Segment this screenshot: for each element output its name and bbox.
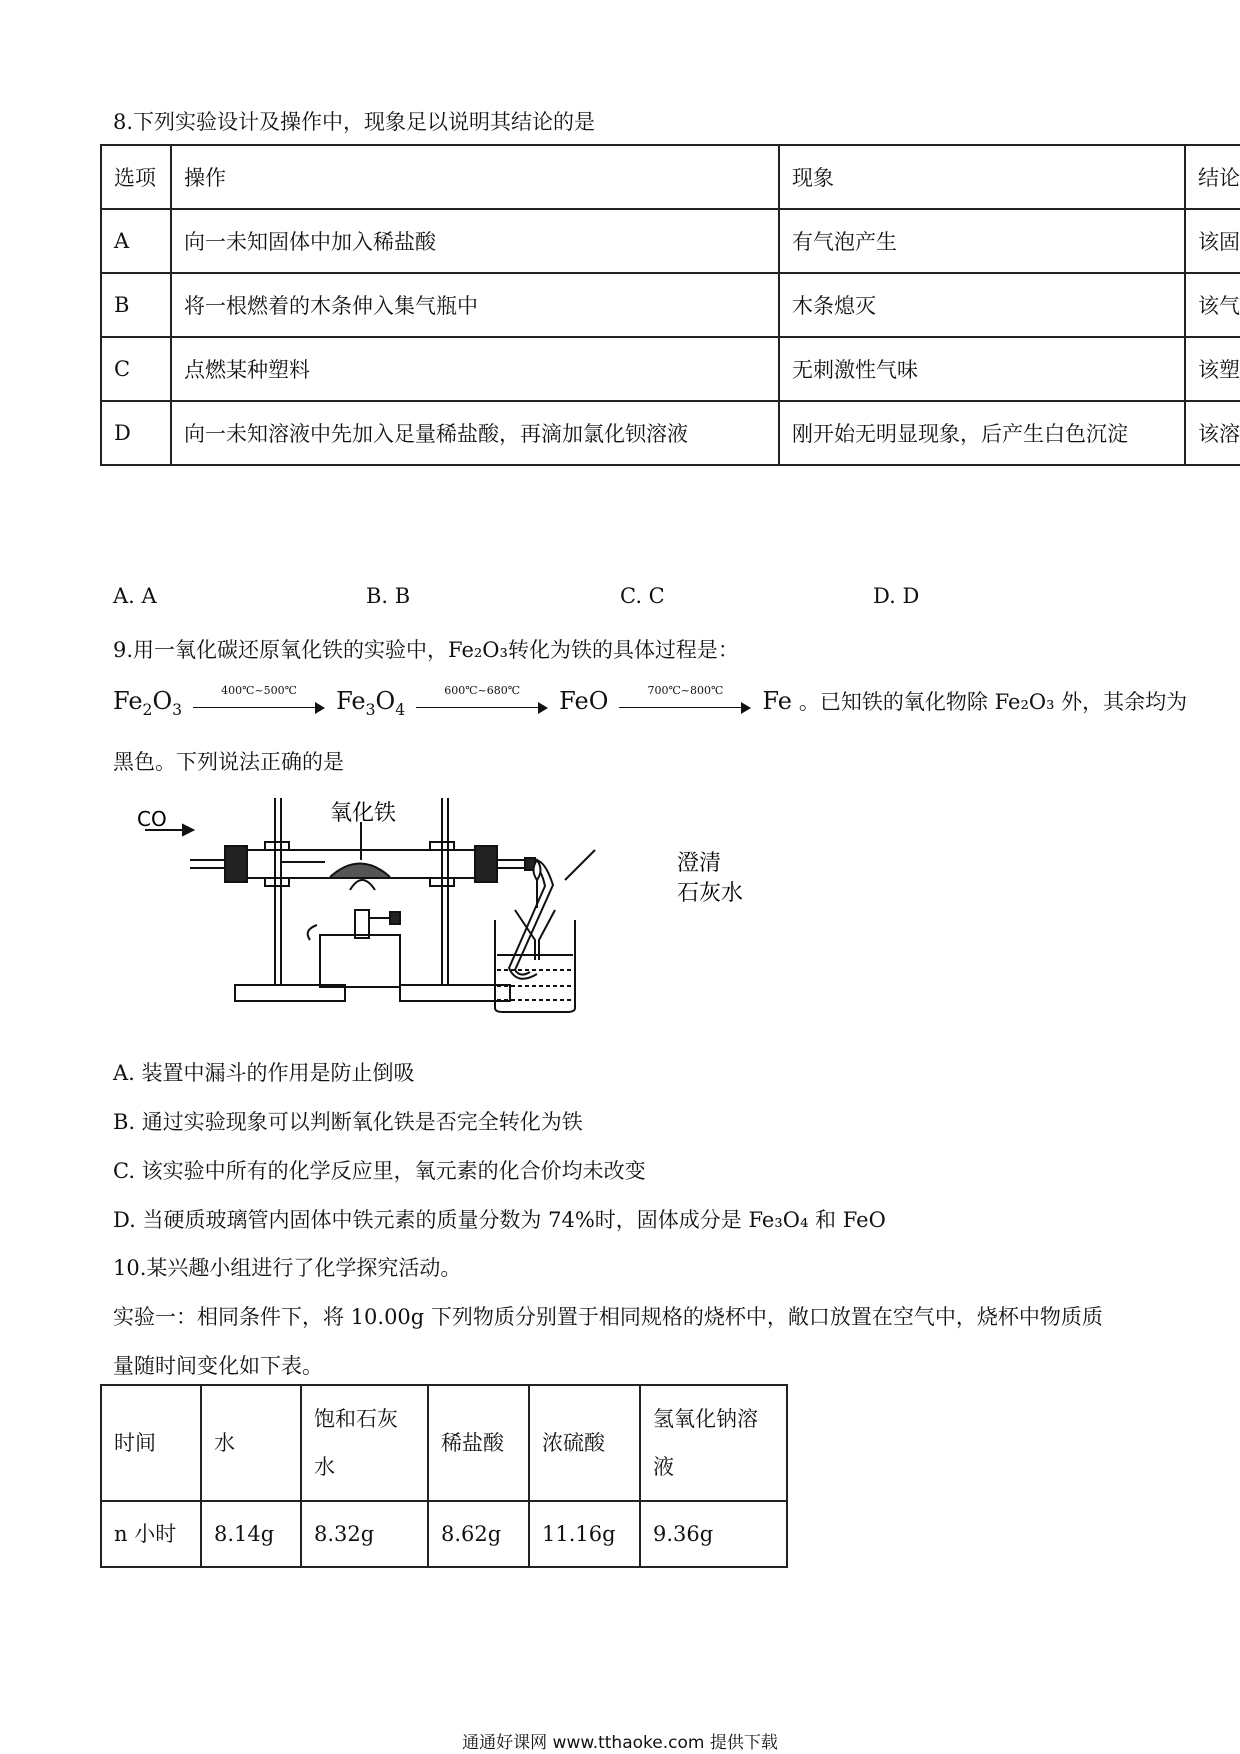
data-cell: n 小时 — [101, 1501, 201, 1567]
apparatus-diagram — [125, 790, 765, 1030]
species-feo: FeO — [559, 687, 609, 715]
label-co: CO — [137, 807, 167, 831]
label-limewater-2: 石灰水 — [677, 881, 744, 906]
q9-option-d: D. 当硬质玻璃管内固体中铁元素的质量分数为 74%时，固体成分是 Fe₃O₄ 和 FeO — [113, 1208, 886, 1232]
header-cell: 水 — [201, 1385, 301, 1501]
temperature-condition: 600℃~680℃ — [444, 684, 521, 697]
phenomenon-cell: 刚开始无明显现象，后产生白色沉淀 — [779, 401, 1185, 465]
q10-table — [100, 1384, 788, 1568]
option-cell: D — [101, 401, 171, 465]
data-cell: 11.16g — [529, 1501, 640, 1567]
header-cell: 饱和石灰水 — [301, 1385, 428, 1501]
table-header-row — [101, 145, 1240, 209]
data-cell: 8.14g — [201, 1501, 301, 1567]
table-row — [101, 401, 1240, 465]
operation-cell: 将一根燃着的木条伸入集气瓶中 — [171, 273, 779, 337]
species-fe3o4: $Fe_3O_4$ — [336, 687, 406, 719]
q10-paragraph-2: 量随时间变化如下表。 — [113, 1354, 323, 1378]
header-cell: 稀盐酸 — [428, 1385, 529, 1501]
operation-cell: 向一未知溶液中先加入足量稀盐酸，再滴加氯化钡溶液 — [171, 401, 779, 465]
q9-option-a: A. 装置中漏斗的作用是防止倒吸 — [113, 1061, 415, 1085]
label-limewater-1: 澄清 — [677, 851, 722, 876]
data-cell: 8.32g — [301, 1501, 428, 1567]
conclusion-cell: 该固 — [1185, 209, 1240, 273]
header-cell: 结论 — [1185, 145, 1240, 209]
q8-choice-c: C. C — [620, 584, 665, 608]
q8-stem: 8.下列实验设计及操作中，现象足以说明其结论的是 — [113, 110, 596, 134]
q9-stem-continuation: 。已知铁的氧化物除 Fe₂O₃ 外，其余均为 — [798, 690, 1188, 714]
conclusion-cell: 该溶 — [1185, 401, 1240, 465]
conclusion-cell: 该塑 — [1185, 337, 1240, 401]
q9-stem: 9.用一氧化碳还原氧化铁的实验中，Fe₂O₃转化为铁的具体过程是： — [113, 638, 739, 662]
operation-cell: 点燃某种塑料 — [171, 337, 779, 401]
table-row — [101, 209, 1240, 273]
header-cell: 氢氧化钠溶液 — [640, 1385, 787, 1501]
q8-table — [100, 144, 1240, 466]
reaction-arrow — [416, 684, 548, 718]
option-cell: A — [101, 209, 171, 273]
temperature-condition: 700℃~800℃ — [647, 684, 724, 697]
phenomenon-cell: 有气泡产生 — [779, 209, 1185, 273]
q10-stem: 10.某兴趣小组进行了化学探究活动。 — [113, 1256, 462, 1280]
phenomenon-cell: 木条熄灭 — [779, 273, 1185, 337]
operation-cell: 向一未知固体中加入稀盐酸 — [171, 209, 779, 273]
species-fe2o3: $Fe_2O_3$ — [113, 687, 183, 719]
q8-choice-a: A. A — [113, 584, 157, 608]
reaction-arrow — [619, 684, 751, 718]
option-cell: C — [101, 337, 171, 401]
q8-choice-d: D. D — [873, 584, 920, 608]
header-cell: 操作 — [171, 145, 779, 209]
phenomenon-cell: 无刺激性气味 — [779, 337, 1185, 401]
table-row — [101, 1501, 787, 1567]
data-cell: 8.62g — [428, 1501, 529, 1567]
q8-choice-b: B. B — [366, 584, 411, 608]
conclusion-cell: 该气 — [1185, 273, 1240, 337]
page-footer: 通通好课网 www.tthaoke.com 提供下载 — [462, 1733, 778, 1753]
q9-option-b: B. 通过实验现象可以判断氧化铁是否完全转化为铁 — [113, 1110, 583, 1134]
header-cell: 现象 — [779, 145, 1185, 209]
q9-option-c: C. 该实验中所有的化学反应里，氧元素的化合价均未改变 — [113, 1159, 646, 1183]
reaction-arrow — [193, 684, 325, 718]
header-cell: 浓硫酸 — [529, 1385, 640, 1501]
temperature-condition: 400℃~500℃ — [221, 684, 297, 697]
q10-paragraph-1: 实验一：相同条件下，将 10.00g 下列物质分别置于相同规格的烧杯中，敞口放置在空气中，烧杯中物质质 — [113, 1305, 1103, 1329]
table-header-row — [101, 1385, 787, 1501]
reaction-sequence — [113, 686, 1187, 726]
label-ferric-oxide: 氧化铁 — [330, 801, 397, 826]
q9-stem-2: 黑色。下列说法正确的是 — [113, 750, 344, 774]
option-cell: B — [101, 273, 171, 337]
species-fe: Fe — [762, 687, 792, 715]
table-row — [101, 337, 1240, 401]
data-cell: 9.36g — [640, 1501, 787, 1567]
header-cell: 选项 — [101, 145, 171, 209]
header-cell: 时间 — [101, 1385, 201, 1501]
table-row — [101, 273, 1240, 337]
